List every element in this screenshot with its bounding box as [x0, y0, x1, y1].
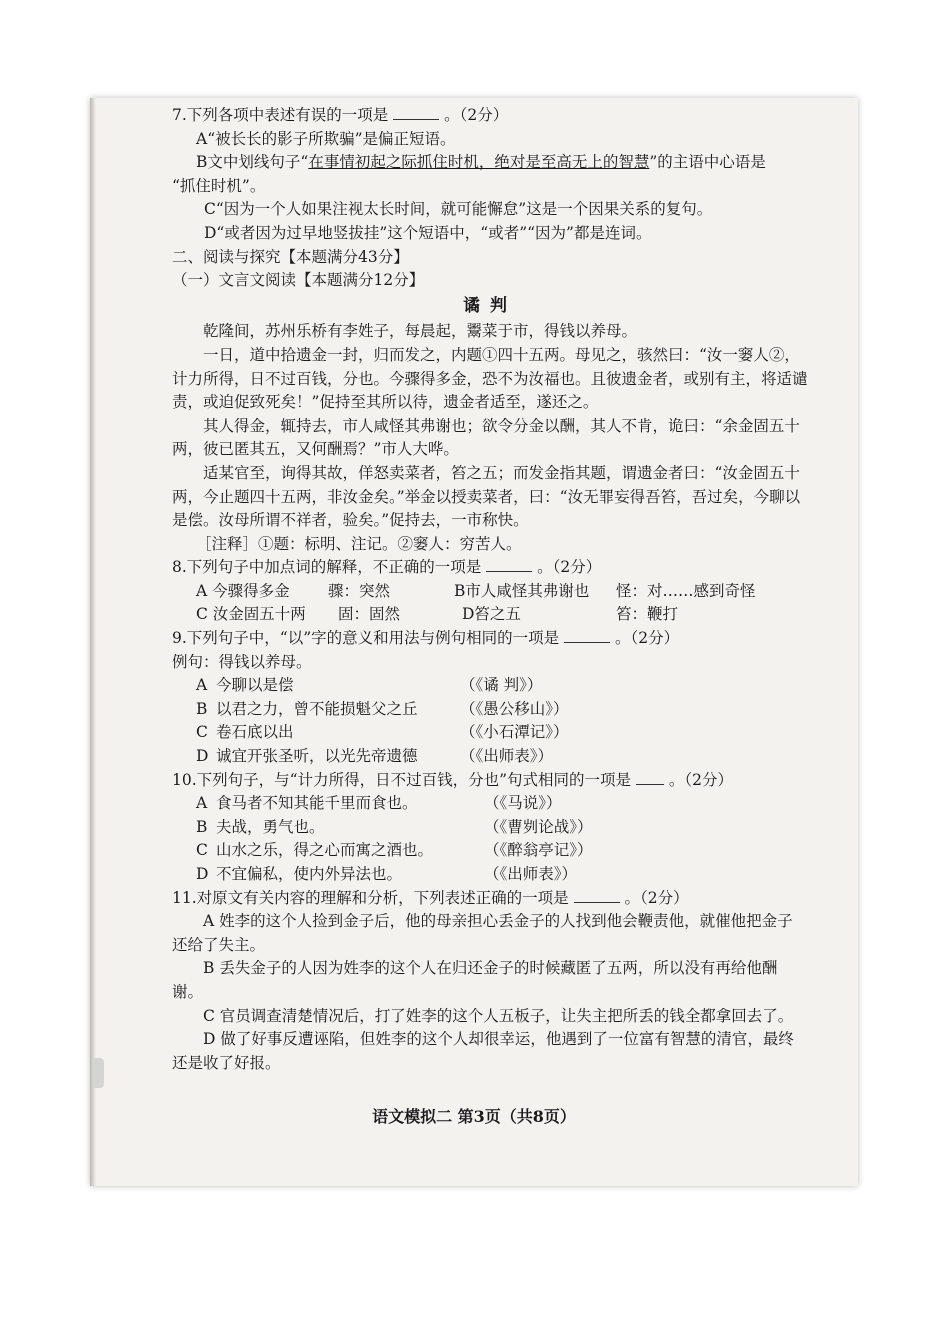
q11-option-c: C 官员调查清楚情况后，打了姓李的这个人五板子，让失主把所丢的钱全都拿回去了。 [203, 1006, 794, 1025]
q9-option-text: 诚宜开张圣听，以光先帝遗德 [216, 747, 418, 766]
q9-answer-blank[interactable] [564, 628, 610, 643]
q7-answer-blank[interactable] [393, 105, 439, 120]
q8-option-c-gloss: 固：固然 [338, 605, 401, 624]
q8-options-ab [172, 580, 808, 604]
q11-option-a: A 姓李的这个人捡到金子后，他的母亲担心丢金子的人找到他会鞭责他，就催他把金子还给了失主。 [172, 912, 793, 954]
q8-score: 。（2分） [537, 558, 602, 577]
page-content [172, 104, 808, 1075]
q8-option-d-gloss: 笞：鞭打 [616, 605, 679, 624]
q11-answer-blank[interactable] [574, 888, 620, 903]
q9-option-letter: D [196, 747, 209, 766]
q7-option-d: D“或者因为过早地竖拔挂”这个短语中，“或者”“因为”都是连词。 [204, 223, 652, 242]
q7-b-underlined: 在事情初起之际抓住时机，绝对是至高无上的智慧 [308, 153, 650, 172]
q9-option-letter: C [196, 723, 208, 742]
q9-option-source: （《愚公移山》） [460, 699, 569, 718]
q7-score: 。（2分） [444, 106, 509, 124]
section-2-header: 二、阅读与探究【本题满分43分】 [172, 247, 409, 266]
q7-option-b-cont: “抓住时机”。 [172, 176, 266, 195]
page-footer: 语文模拟二 第3页（共8页） [372, 1107, 576, 1126]
q8-options-cd [172, 603, 808, 627]
passage-paragraph-4: 适某官至，询得其故，佯怒卖菜者，笞之五；而发金指其题，谓遗金者曰：“汝金固五十两，今止题四十五两，非汝金矣。”举金以授卖菜者，曰：“汝无罪妄得吾笞，吾过矣，今聊以是偿。汝母所谓不祥者，验矣。”促持去，一市称快。 [172, 463, 801, 530]
q10-option-source: （《马说》） [484, 794, 562, 813]
q10-option-letter: D [196, 865, 209, 883]
q9-option-text: 卷石底以出 [216, 723, 294, 742]
section-2-1-header: （一）文言文阅读【本题满分12分】 [172, 271, 425, 290]
passage-paragraph-3: 其人得金，辄持去，市人咸怪其弗谢也；欲令分金以酬，其人不肯，诡曰：“余金固五十两，彼已匿其五，又何酬焉？”市人大哗。 [172, 416, 800, 459]
q7-option-a: A“被长长的影子所欺骗”是偏正短语。 [196, 129, 456, 148]
q7-stem-text: 7.下列各项中表述有误的一项是 [172, 106, 389, 124]
q9-option-a [172, 674, 808, 698]
q11-option-b: B 丢失金子的人因为姓李的这个人在归还金子的时候藏匿了五两，所以没有再给他酬谢。 [172, 959, 778, 1001]
q11-score: 。（2分） [624, 888, 689, 907]
q10-option-text: 山水之乐，得之心而寓之酒也。 [216, 841, 434, 860]
q10-option-a [172, 792, 808, 816]
q8-stem-text: 8.下列句子中加点词的解释，不正确的一项是 [172, 558, 482, 577]
q10-stem [172, 769, 808, 793]
q10-answer-blank[interactable] [636, 770, 664, 785]
passage-paragraph-1: 乾隆间，苏州乐桥有李姓子，每晨起，鬻菜于市，得钱以养母。 [203, 322, 638, 341]
q7-b-post: ”的主语中心语是 [649, 153, 766, 172]
q9-stem [172, 627, 808, 651]
q8-option-a-gloss: 骤：突然 [328, 581, 391, 600]
passage-note: ［注释］①题：标明、注记。②窭人：穷苦人。 [196, 534, 522, 553]
q10-stem-text: 10.下列句子，与“计力所得，日不过百钱，分也”句式相同的一项是 [172, 770, 632, 789]
q10-option-b [172, 816, 808, 840]
q10-option-text: 夫战，勇气也。 [216, 817, 325, 836]
q10-option-c [172, 839, 808, 863]
q9-option-text: 今聊以是偿 [216, 676, 294, 695]
q10-option-text: 食马者不知其能千里而食也。 [216, 794, 418, 813]
q11-stem-text: 11.对原文有关内容的理解和分析，下列表述正确的一项是 [172, 888, 569, 907]
q10-option-letter: C [196, 841, 208, 860]
q7-b-pre: B文中划线句子“ [196, 153, 309, 172]
exam-page [90, 98, 858, 1186]
q9-option-d [172, 745, 808, 769]
q9-option-letter: B [196, 699, 208, 718]
q10-option-source: （《曹刿论战》） [484, 817, 593, 836]
q9-score: 。（2分） [615, 629, 680, 648]
q9-option-source: （《小石潭记》） [460, 723, 569, 742]
q10-option-d [172, 863, 808, 887]
q8-stem [172, 556, 808, 580]
q7-stem [172, 104, 808, 128]
q8-option-a: A 今骤得多金 [196, 581, 290, 600]
passage-paragraph-2: 一日，道中拾遗金一封，归而发之，内题①四十五两。母见之，骇然曰：“汝一窭人②，计力所得，日不过百钱，分也。今骤得多金，恐不为汝福也。且彼遗金者，或别有主，将适谴责，或迫促致死矣！”促持至其所以待，遗金者适至，遂还之。 [172, 345, 808, 412]
q9-example: 例句：得钱以养母。 [172, 652, 312, 671]
q9-option-letter: A [196, 676, 208, 695]
q8-option-b-gloss: 怪：对……感到奇怪 [616, 581, 756, 600]
scan-smudge [92, 1058, 104, 1088]
q11-stem [172, 887, 808, 911]
q9-option-source: （《出师表》） [460, 747, 554, 766]
q10-option-text: 不宜偏私，使内外异法也。 [216, 865, 403, 883]
q10-option-source: （《醉翁亭记》） [484, 841, 593, 860]
q8-option-d: D笞之五 [462, 605, 521, 624]
q8-answer-blank[interactable] [486, 557, 532, 572]
passage-title: 谲判 [463, 295, 517, 316]
q10-score: 。（2分） [668, 770, 734, 789]
q10-option-letter: A [196, 794, 208, 813]
q7-option-c: C“因为一个人如果注视太长时间，就可能懈怠”这是一个因果关系的复句。 [204, 200, 713, 219]
q10-option-source: （《出师表》） [484, 865, 578, 883]
q9-stem-text: 9.下列句子中，“以”字的意义和用法与例句相同的一项是 [172, 629, 560, 648]
q11-option-d: D 做了好事反遭诬陷，但姓李的这个人却很幸运，他遇到了一位富有智慧的清官，最终还是收了好报。 [172, 1030, 794, 1072]
q9-option-c [172, 721, 808, 745]
q8-option-c: C 汝金固五十两 [196, 605, 306, 624]
q9-option-text: 以君之力，曾不能损魁父之丘 [216, 699, 418, 718]
q8-option-b: B市人咸怪其弗谢也 [454, 581, 590, 600]
q10-option-letter: B [196, 817, 208, 836]
q7-option-b [172, 151, 808, 175]
q9-option-source: （《谲 判》） [460, 676, 543, 695]
q9-option-b [172, 698, 808, 722]
